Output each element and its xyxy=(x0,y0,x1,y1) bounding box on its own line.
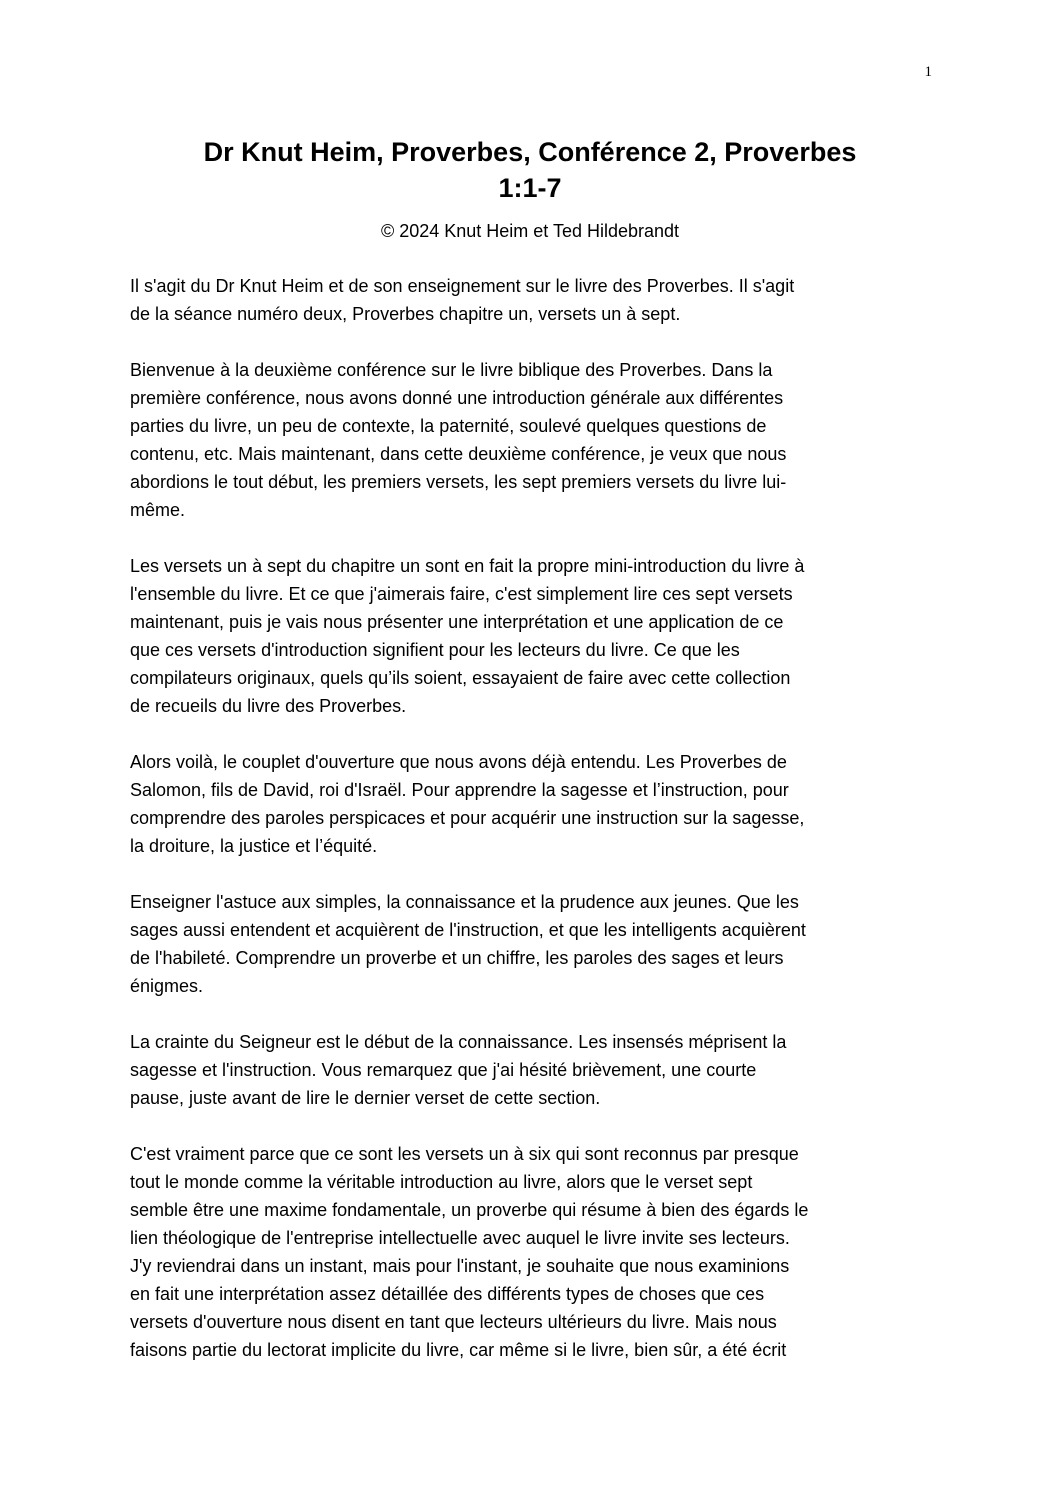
body-paragraph xyxy=(130,1140,930,1364)
paragraph-line: maintenant, puis je vais nous présenter une interprétation et une application de ce xyxy=(130,612,784,632)
paragraph-line: énigmes. xyxy=(130,976,204,996)
paragraph-line: abordions le tout début, les premiers versets, les sept premiers versets du livre lui- xyxy=(130,472,787,492)
paragraph-line: La crainte du Seigneur est le début de la connaissance. Les insensés méprisent la xyxy=(130,1032,787,1052)
paragraph-line: sagesse et l'instruction. Vous remarquez que j'ai hésité brièvement, une courte xyxy=(130,1060,757,1080)
paragraph-line: pause, juste avant de lire le dernier verset de cette section. xyxy=(130,1088,601,1108)
document-title xyxy=(130,134,930,206)
paragraph-line: de recueils du livre des Proverbes. xyxy=(130,696,407,716)
body-paragraph xyxy=(130,888,930,1000)
paragraph-line: C'est vraiment parce que ce sont les versets un à six qui sont reconnus par presque xyxy=(130,1144,799,1164)
paragraph-line: versets d'ouverture nous disent en tant que lecteurs ultérieurs du livre. Mais nous xyxy=(130,1312,777,1332)
body-paragraph xyxy=(130,1028,930,1112)
paragraph-line: Les versets un à sept du chapitre un sont en fait la propre mini-introduction du livre à xyxy=(130,556,805,576)
paragraph-line: Salomon, fils de David, roi d'Israël. Pour apprendre la sagesse et l’instruction, pour xyxy=(130,780,789,800)
title-line: Dr Knut Heim, Proverbes, Conférence 2, Proverbes xyxy=(203,137,857,167)
page-number: 1 xyxy=(924,64,932,80)
body-paragraph xyxy=(130,748,930,860)
paragraph-line: Il s'agit du Dr Knut Heim et de son enseignement sur le livre des Proverbes. Il s'agit xyxy=(130,276,795,296)
paragraph-line: comprendre des paroles perspicaces et pour acquérir une instruction sur la sagesse, xyxy=(130,808,805,828)
paragraph-line: contenu, etc. Mais maintenant, dans cette deuxième conférence, je veux que nous xyxy=(130,444,787,464)
paragraph-line: faisons partie du lectorat implicite du livre, car même si le livre, bien sûr, a été écrit xyxy=(130,1340,787,1360)
paragraph-line: lien théologique de l'entreprise intellectuelle avec auquel le livre invite ses lecteurs. xyxy=(130,1228,790,1248)
title-line: 1:1-7 xyxy=(498,173,562,203)
paragraph-line: semble être une maxime fondamentale, un proverbe qui résume à bien des égards le xyxy=(130,1200,809,1220)
paragraph-line: parties du livre, un peu de contexte, la paternité, soulevé quelques questions de xyxy=(130,416,767,436)
body-paragraph xyxy=(130,272,930,328)
paragraph-line: même. xyxy=(130,500,186,520)
paragraph-line: première conférence, nous avons donné une introduction générale aux différentes xyxy=(130,388,784,408)
body-paragraph xyxy=(130,552,930,720)
paragraph-line: Alors voilà, le couplet d'ouverture que nous avons déjà entendu. Les Proverbes de xyxy=(130,752,787,772)
paragraph-line: de la séance numéro deux, Proverbes chapitre un, versets un à sept. xyxy=(130,304,681,324)
paragraph-line: la droiture, la justice et l’équité. xyxy=(130,836,378,856)
paragraph-line: l'ensemble du livre. Et ce que j'aimerais faire, c'est simplement lire ces sept versets xyxy=(130,584,793,604)
paragraph-line: tout le monde comme la véritable introduction au livre, alors que le verset sept xyxy=(130,1172,753,1192)
paragraph-line: de l'habileté. Comprendre un proverbe et un chiffre, les paroles des sages et leurs xyxy=(130,948,784,968)
paragraph-line: que ces versets d'introduction signifient pour les lecteurs du livre. Ce que les xyxy=(130,640,740,660)
paragraph-line: compilateurs originaux, quels qu’ils soient, essayaient de faire avec cette collection xyxy=(130,668,791,688)
copyright-notice: © 2024 Knut Heim et Ted Hildebrandt xyxy=(380,221,680,241)
paragraph-line: J'y reviendrai dans un instant, mais pour l'instant, je souhaite que nous examinions xyxy=(130,1256,790,1276)
paragraph-line: en fait une interprétation assez détaillée des différents types de choses que ces xyxy=(130,1284,765,1304)
body-paragraph xyxy=(130,356,930,524)
paragraph-line: Bienvenue à la deuxième conférence sur le livre biblique des Proverbes. Dans la xyxy=(130,360,773,380)
document-body xyxy=(130,272,930,1392)
paragraph-line: Enseigner l'astuce aux simples, la connaissance et la prudence aux jeunes. Que les xyxy=(130,892,799,912)
paragraph-line: sages aussi entendent et acquièrent de l'instruction, et que les intelligents acquièrent xyxy=(130,920,806,940)
